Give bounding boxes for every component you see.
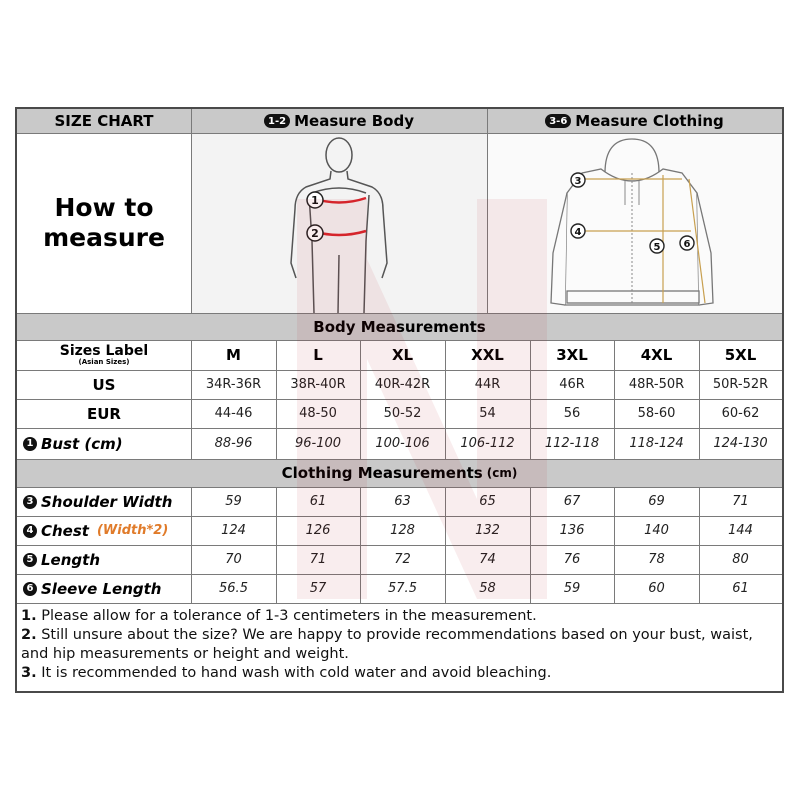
- table-cell: 59: [563, 581, 581, 596]
- grid-hline: [17, 459, 782, 460]
- note-3: 3. It is recommended to hand wash with cold water and avoid bleaching.: [21, 665, 552, 681]
- row-label-text: Length: [41, 550, 100, 569]
- table-cell: 132: [475, 523, 500, 538]
- grid-hline: [17, 574, 782, 575]
- table-cell: 40R-42R: [374, 377, 431, 392]
- table-cell: 44-46: [214, 406, 253, 421]
- row-label: [17, 574, 197, 603]
- table-cell: 124-130: [713, 436, 768, 451]
- marker-3-6: 3-6: [545, 114, 571, 128]
- grid-hline: [17, 516, 782, 517]
- grid-vline: [191, 340, 192, 459]
- table-cell: 128: [390, 523, 415, 538]
- grid-vline: [614, 487, 615, 603]
- body-marker-1: 1: [311, 194, 319, 207]
- row-label-extra: (Width*2): [96, 523, 169, 538]
- table-cell: 34R-36R: [205, 377, 262, 392]
- table-cell: 63: [394, 494, 411, 509]
- table-cell: 59: [225, 494, 242, 509]
- row-label: [17, 487, 197, 516]
- size-chart: [15, 107, 784, 693]
- table-cell: 106-112: [460, 436, 515, 451]
- grid-vline: [530, 340, 531, 459]
- size-header-xxl: XXL: [471, 346, 504, 364]
- grid-hline: [17, 133, 782, 134]
- measure-clothing-label: Measure Clothing: [575, 112, 724, 130]
- table-cell: 50R-52R: [712, 377, 769, 392]
- clothing-section-label: Clothing Measurements: [281, 464, 483, 482]
- size-header-l: L: [313, 346, 323, 364]
- grid-hline: [17, 487, 782, 488]
- size-header-xl: XL: [391, 346, 414, 364]
- table-cell: 65: [479, 494, 496, 509]
- size-chart-title: SIZE CHART: [54, 112, 154, 130]
- sizes-sublabel: (Asian Sizes): [78, 357, 130, 366]
- row-label-text: Bust (cm): [41, 434, 123, 453]
- clothing-section-unit: (cm): [486, 466, 518, 480]
- body-figure-image: [191, 133, 487, 313]
- grid-hline: [17, 340, 782, 341]
- table-cell: 112-118: [544, 436, 600, 451]
- row-marker: 3: [23, 495, 37, 509]
- note-1: 1. Please allow for a tolerance of 1-3 centimeters in the measurement.: [21, 608, 537, 624]
- table-cell: 144: [728, 523, 753, 538]
- sizes-label: Sizes Label: [59, 342, 149, 359]
- grid-vline: [699, 487, 700, 603]
- grid-vline: [614, 340, 615, 459]
- table-cell: 136: [559, 523, 585, 538]
- row-label: [17, 545, 197, 574]
- table-cell: 38R-40R: [290, 377, 346, 392]
- size-header-5xl: 5XL: [724, 346, 757, 364]
- table-cell: 61: [309, 494, 327, 509]
- marker-1-2: 1-2: [264, 114, 290, 128]
- grid-hline: [17, 399, 782, 400]
- table-cell: 54: [479, 406, 496, 421]
- table-cell: 61: [732, 581, 749, 596]
- table-cell: 140: [644, 523, 669, 538]
- size-header-4xl: 4XL: [640, 346, 673, 364]
- row-label: [17, 428, 197, 459]
- table-cell: 56.5: [219, 581, 248, 596]
- table-cell: 71: [309, 552, 327, 567]
- body-figure-panel: [191, 133, 487, 313]
- table-cell: 72: [394, 552, 411, 567]
- row-marker: 6: [23, 582, 37, 596]
- hoodie-marker-4: 4: [574, 227, 582, 238]
- table-cell: 57: [309, 581, 327, 596]
- table-cell: 100-106: [375, 436, 430, 451]
- table-cell: 60-62: [721, 406, 760, 421]
- row-label-text: EUR: [87, 404, 121, 423]
- table-cell: 44R: [474, 377, 501, 392]
- hoodie-marker-6: 6: [683, 239, 691, 250]
- table-cell: 76: [563, 552, 581, 567]
- table-cell: 58-60: [637, 406, 676, 421]
- table-cell: 74: [479, 552, 496, 567]
- how-to-line2: measure: [43, 223, 165, 252]
- row-marker: 5: [23, 553, 37, 567]
- table-cell: 80: [732, 552, 749, 567]
- grid-hline: [17, 313, 782, 314]
- how-to-measure: [17, 133, 191, 313]
- measure-body-label: Measure Body: [294, 112, 414, 130]
- grid-vline: [360, 340, 361, 459]
- grid-vline: [699, 340, 700, 459]
- table-cell: 48R-50R: [628, 377, 685, 392]
- table-cell: 78: [648, 552, 665, 567]
- grid-vline: [487, 109, 488, 313]
- hoodie-marker-5: 5: [653, 242, 661, 253]
- note-2: 2. Still unsure about the size? We are happy to provide recommendations based on your bust, waist, and hip measurements or height and weight.: [21, 627, 753, 662]
- table-cell: 71: [732, 494, 749, 509]
- clothing-section-title: [17, 459, 782, 487]
- size-header-m: M: [226, 346, 241, 364]
- grid-hline: [17, 545, 782, 546]
- grid-vline: [276, 340, 277, 459]
- row-label-text: Sleeve Length: [41, 579, 162, 598]
- table-cell: 96-100: [294, 436, 342, 451]
- table-cell: 69: [648, 494, 665, 509]
- grid-vline: [276, 487, 277, 603]
- hoodie-marker-3: 3: [574, 176, 582, 187]
- table-cell: 56: [563, 406, 581, 421]
- row-label-text: Chest: [41, 521, 89, 540]
- grid-vline: [191, 109, 192, 313]
- table-cell: 50-52: [383, 406, 422, 421]
- row-label: [17, 370, 191, 399]
- grid-hline: [17, 428, 782, 429]
- body-marker-2: 2: [311, 227, 319, 240]
- notes-block: [17, 604, 782, 686]
- table-cell: 48-50: [299, 406, 337, 421]
- how-to-line1: How to: [54, 193, 154, 222]
- sizes-label-cell: [17, 340, 191, 370]
- table-cell: 124: [221, 523, 246, 538]
- grid-vline: [445, 340, 446, 459]
- table-cell: 58: [479, 581, 496, 596]
- row-label-text: Shoulder Width: [41, 492, 173, 511]
- grid-vline: [530, 487, 531, 603]
- grid-vline: [445, 487, 446, 603]
- size-header-3xl: 3XL: [556, 346, 588, 364]
- table-cell: 126: [305, 523, 331, 538]
- table-cell: 70: [225, 552, 242, 567]
- grid-vline: [360, 487, 361, 603]
- row-marker: 1: [23, 437, 37, 451]
- table-cell: 88-96: [214, 436, 253, 451]
- measure-clothing-heading: [487, 109, 782, 133]
- row-marker: 4: [23, 524, 37, 538]
- table-cell: 57.5: [388, 581, 417, 596]
- measure-body-heading: [191, 109, 487, 133]
- hoodie-figure-panel: [487, 133, 782, 313]
- row-label: [17, 516, 197, 545]
- table-cell: 67: [563, 494, 581, 509]
- table-cell: 60: [648, 581, 665, 596]
- body-section-title: Body Measurements: [313, 317, 486, 336]
- grid-vline: [191, 487, 192, 603]
- grid-hline: [17, 370, 782, 371]
- row-label-text: US: [92, 375, 116, 394]
- hoodie-image: [487, 133, 782, 313]
- table-cell: 118-124: [629, 436, 684, 451]
- table-cell: 46R: [559, 377, 585, 392]
- row-label: [17, 399, 191, 428]
